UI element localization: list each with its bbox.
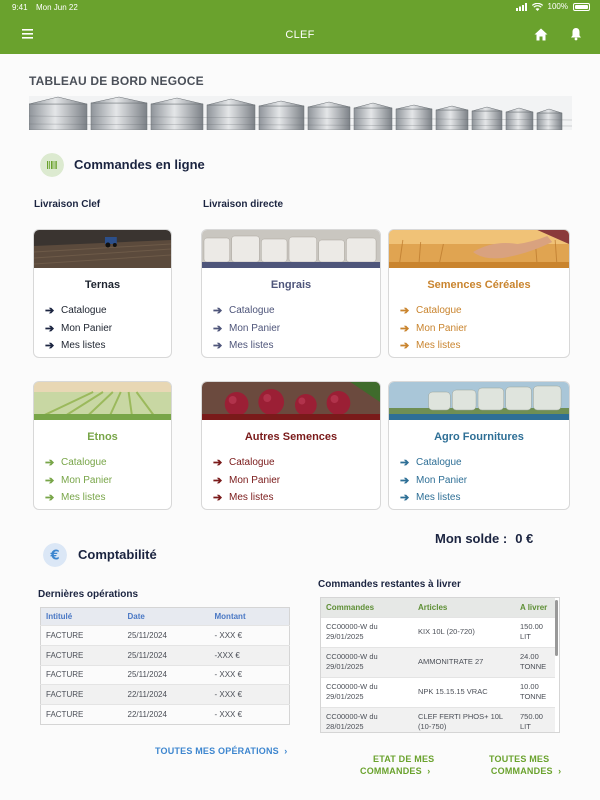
table-cell: - XXX € — [210, 626, 290, 646]
table-cell: CLEF FERTI PHOS+ 10L (10-750) — [413, 707, 515, 733]
toutes-mes-operations-link[interactable]: TOUTES MES OPÉRATIONS › — [155, 746, 288, 756]
table-header-row — [41, 608, 290, 626]
arrow-right-icon: ➔ — [400, 305, 410, 318]
status-indicators — [516, 2, 590, 11]
livraison-directe-label: Livraison directe — [203, 199, 284, 210]
mes-listes-link[interactable]: ➔ Mes listes — [400, 340, 461, 353]
card-agro-fournitures[interactable] — [388, 381, 570, 510]
table-cell: FACTURE — [41, 685, 123, 705]
table-cell: CC00000-W du 28/01/2025 — [321, 707, 413, 733]
column-header: Montant — [210, 608, 290, 626]
silo-banner-image — [29, 96, 572, 130]
arrow-right-icon: ➔ — [45, 340, 55, 353]
chevron-right-icon: › — [555, 766, 562, 776]
status-bar — [0, 0, 600, 16]
card-title: Semences Céréales — [427, 279, 531, 291]
toutes-commandes-link[interactable] — [489, 753, 561, 777]
column-header: Intitulé — [41, 608, 123, 626]
table-row[interactable] — [41, 626, 290, 646]
link-line: COMMANDES — [490, 766, 553, 776]
beetroot-image — [202, 382, 380, 420]
mes-listes-link[interactable]: ➔ Mes listes — [400, 492, 461, 505]
solde-label: Mon solde : — [435, 531, 508, 546]
table-cell: 24.00 TONNE — [515, 647, 555, 677]
table-cell: CC00000-W du 29/01/2025 — [321, 677, 413, 707]
arrow-right-icon: ➔ — [45, 322, 55, 335]
status-date: Mon Jun 22 — [36, 3, 78, 12]
commandes-title: Commandes en ligne — [74, 157, 205, 172]
card-engrais[interactable] — [201, 229, 381, 358]
mes-listes-link[interactable]: ➔ Mes listes — [45, 340, 106, 353]
chevron-right-icon: › — [424, 766, 431, 776]
arrow-right-icon: ➔ — [400, 322, 410, 335]
table-cell: 25/11/2024 — [123, 665, 210, 685]
solde-value: 0 € — [515, 531, 534, 546]
link-line: TOUTES MES — [489, 754, 550, 764]
mes-listes-link[interactable]: ➔ Mes listes — [45, 492, 106, 505]
card-links — [45, 302, 112, 355]
orders-table — [321, 598, 555, 733]
arrow-right-icon: ➔ — [213, 322, 223, 335]
table-cell: - XXX € — [210, 685, 290, 705]
card-semences-cereales[interactable] — [388, 229, 570, 358]
table-cell: 25/11/2024 — [123, 626, 210, 646]
crop-field-image — [34, 382, 171, 420]
table-cell: 25/11/2024 — [123, 645, 210, 665]
mon-panier-link[interactable]: ➔ Mon Panier — [213, 474, 281, 487]
table-cell: - XXX € — [210, 665, 290, 685]
table-row[interactable] — [41, 705, 290, 725]
mes-listes-link[interactable]: ➔ Mes listes — [213, 492, 274, 505]
arrow-right-icon: ➔ — [213, 340, 223, 353]
solde-display — [435, 531, 533, 546]
app-title: CLEF — [285, 29, 315, 41]
column-header: A livrer — [515, 598, 555, 617]
card-title: Agro Fournitures — [434, 431, 524, 443]
mon-panier-link[interactable]: ➔ Mon Panier — [213, 322, 281, 335]
table-cell: 750.00 LIT — [515, 707, 555, 733]
table-cell: 150.00 LIT — [515, 617, 555, 647]
card-ternas[interactable] — [33, 229, 172, 358]
table-cell: 22/11/2024 — [123, 685, 210, 705]
catalogue-link[interactable]: ➔ Catalogue — [400, 305, 462, 318]
table-cell: FACTURE — [41, 705, 123, 725]
table-cell: FACTURE — [41, 645, 123, 665]
etat-commandes-link[interactable] — [360, 753, 434, 777]
table-cell: FACTURE — [41, 626, 123, 646]
card-autres-semences[interactable] — [201, 381, 381, 510]
card-links — [213, 302, 280, 355]
catalogue-link[interactable]: ➔ Catalogue — [213, 457, 275, 470]
mon-panier-link[interactable]: ➔ Mon Panier — [400, 474, 468, 487]
operations-table — [40, 607, 290, 725]
arrow-right-icon: ➔ — [400, 474, 410, 487]
card-links — [45, 454, 112, 507]
table-header-row — [321, 598, 555, 617]
arrow-right-icon: ➔ — [213, 305, 223, 318]
card-title: Autres Semences — [244, 431, 338, 443]
table-row[interactable] — [41, 665, 290, 685]
arrow-right-icon: ➔ — [400, 457, 410, 470]
table-cell: 22/11/2024 — [123, 705, 210, 725]
field-tractor-image — [34, 230, 171, 268]
catalogue-link[interactable]: ➔ Catalogue — [400, 457, 462, 470]
column-header: Commandes — [321, 598, 413, 617]
battery-icon — [573, 3, 590, 11]
table-cell: AMMONITRATE 27 — [413, 647, 515, 677]
table-cell: NPK 15.15.15 VRAC — [413, 677, 515, 707]
arrow-right-icon: ➔ — [45, 474, 55, 487]
table-cell: FACTURE — [41, 665, 123, 685]
svg-text:€: € — [50, 548, 60, 564]
arrow-right-icon: ➔ — [213, 474, 223, 487]
comptabilite-title: Comptabilité — [78, 547, 157, 562]
arrow-right-icon: ➔ — [45, 492, 55, 505]
table-row[interactable] — [41, 685, 290, 705]
catalogue-link[interactable]: ➔ Catalogue — [45, 305, 107, 318]
arrow-right-icon: ➔ — [45, 305, 55, 318]
card-title: Ternas — [84, 279, 121, 291]
fertilizer-bags-image — [202, 230, 380, 268]
card-title: Engrais — [270, 279, 312, 291]
table-row[interactable] — [321, 647, 555, 677]
mon-panier-link[interactable]: ➔ Mon Panier — [45, 474, 113, 487]
notification-bell-icon[interactable] — [569, 27, 583, 41]
livraison-clef-label: Livraison Clef — [34, 199, 101, 210]
barcode-cart-icon — [40, 153, 64, 177]
catalogue-link[interactable]: ➔ Catalogue — [213, 305, 275, 318]
euro-icon — [43, 543, 67, 567]
table-cell: - XXX € — [210, 705, 290, 725]
table-row[interactable] — [321, 677, 555, 707]
card-title: Etnos — [87, 431, 118, 443]
arrow-right-icon: ➔ — [213, 457, 223, 470]
home-icon[interactable] — [534, 28, 548, 41]
column-header: Date — [123, 608, 210, 626]
chevron-right-icon: › — [281, 746, 288, 756]
table-cell: CC00000-W du 29/01/2025 — [321, 617, 413, 647]
mon-panier-link[interactable]: ➔ Mon Panier — [45, 322, 113, 335]
card-etnos[interactable] — [33, 381, 172, 510]
mon-panier-link[interactable]: ➔ Mon Panier — [400, 322, 468, 335]
table-cell: -XXX € — [210, 645, 290, 665]
commandes-restantes-title: Commandes restantes à livrer — [318, 579, 461, 590]
table-row[interactable] — [321, 707, 555, 733]
grain-hands-image — [389, 230, 569, 268]
table-cell: KIX 10L (20-720) — [413, 617, 515, 647]
table-cell: 10.00 TONNE — [515, 677, 555, 707]
hay-bales-image — [389, 382, 569, 420]
dernieres-operations-title: Dernières opérations — [38, 589, 139, 600]
card-links — [400, 302, 467, 355]
table-row[interactable] — [321, 617, 555, 647]
arrow-right-icon: ➔ — [400, 340, 410, 353]
wifi-icon — [532, 3, 543, 11]
column-header: Articles — [413, 598, 515, 617]
link-line: ETAT DE MES — [373, 754, 435, 764]
card-links — [213, 454, 280, 507]
catalogue-link[interactable]: ➔ Catalogue — [45, 457, 107, 470]
table-cell: CC00000-W du 29/01/2025 — [321, 647, 413, 677]
arrow-right-icon: ➔ — [213, 492, 223, 505]
battery-percent: 100% — [547, 2, 568, 11]
orders-table-container[interactable] — [320, 597, 560, 733]
table-row[interactable] — [41, 645, 290, 665]
mes-listes-link[interactable]: ➔ Mes listes — [213, 340, 274, 353]
orders-scrollbar[interactable] — [555, 600, 558, 656]
signal-icon — [516, 3, 527, 11]
status-time: 9:41 — [12, 3, 28, 12]
link-line: COMMANDES — [360, 766, 422, 776]
card-links — [400, 454, 467, 507]
arrow-right-icon: ➔ — [45, 457, 55, 470]
dashboard-title: TABLEAU DE BORD NEGOCE — [29, 74, 204, 88]
app-bar — [0, 16, 600, 54]
arrow-right-icon: ➔ — [400, 492, 410, 505]
